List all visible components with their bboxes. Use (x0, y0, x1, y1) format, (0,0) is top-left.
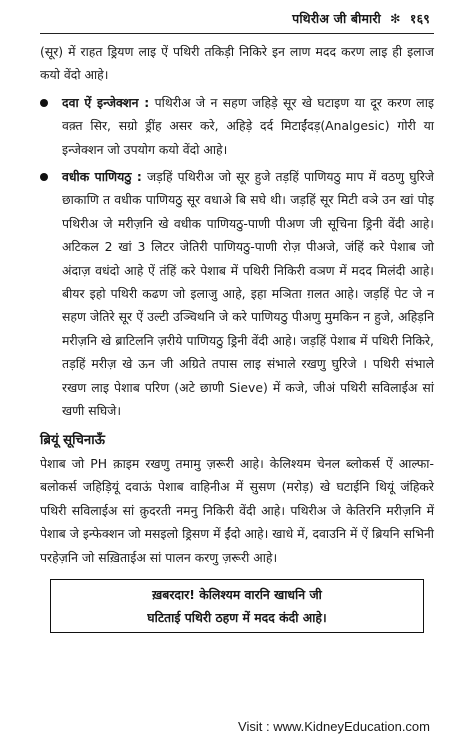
intro-paragraph: (सूर) में राहत ड्रियण लाइ ऐं पथिरी तकिड़ी निकिरे इन लाण मदद करण लाइ ही इलाज कयो वेंदो आहे। (40, 44, 434, 83)
bullet-paragraph (62, 91, 434, 161)
header-rule (40, 33, 434, 34)
bullet-term: दवा ऐं इन्जेक्शन : (62, 94, 150, 110)
warning-box (50, 579, 424, 633)
bullet-term: वधीक पाणियठु : (62, 169, 142, 185)
header-title: पथिरीअ जी बीमारी (292, 11, 381, 26)
footer-website-link[interactable]: Visit : www.KidneyEducation.com (238, 719, 430, 734)
bullet-dot-icon (40, 99, 48, 107)
section-heading: ब्रियूं सूचिनाऊँ (40, 432, 105, 448)
bullet-text: जड़हिं पथिरीअ जो सूर हुजे तड़हिं पाणियठु माप में वठणु घुरिजे छाकाणि त वधीक पाणियठु सूर वधाअे बि सघे थी। जड़हिं सूर मिटी वञे उन खां पोइ पथिरीअ जे मरीज़नि खे वधीक पाणियठु-पाणी पीअण जी सूचिना ड्रिनी वेंदी आहे। अटिकल 2 खां 3 लिटर जेतिरी पाणियठु-पाणी रोज़ पीअजे, जंहिं करे पेशाब जो अंदाज़ वधंदो आहे ऐं तंहिं करे पेशाब में पथिरी निकिरी वञण में मदद मिलंदी आहे। बीयर इहो पथिरी कढण जो इलाजु आहे, इहा मञिता ग़लत आहे। जड़हिं पेट जे न सहण जेतिरे सूर ऐं उल्टी उञ्चिथनि जे करे पाणियठु पीअणु मुमकिन न हुजे, अहिड़नि मरीज़नि खे ब्राटिलनि ज़रीये पाणियठु ड्रिनी वेंदी आहे। जड़हिं पेशाब में पथिरी निकिरे, तड़हिं मरीज़ खे ऊन जी अग्रिते तपास लाइ संभाले रखणु घुरिजे । पथिरी संभाले रखण लाइ पेशाब परिण (अटे छाणी Sieve) में कजे, जीअं पथिरी सविलाईअ सां खणी सघिजे। (62, 169, 434, 419)
warning-line-2: घटिताई पथिरी ठहण में मदद कंदी आहे। (147, 609, 327, 625)
bullet-text: पथिरीअ जे न सहण जहिड़े सूर खे घटाइण या दूर करण लाइ वक़्त सिर, सग्रो ड्रींह असर करे, अहिड़े दर्द मिटाईंदड़(Analgesic) गोरी या इन्जेक्शन जो उपयोग कयो वेंदो आहे। (62, 94, 434, 157)
main-content (40, 40, 434, 633)
running-header (292, 10, 430, 27)
bullet-medicine (40, 91, 434, 161)
header-separator: ✻ (390, 11, 401, 26)
warning-line-1: ख़बरदार! केलिश्यम वारनि खाधनि जी (152, 586, 322, 602)
bullet-dot-icon (40, 173, 48, 181)
bullet-fluids (40, 165, 434, 422)
page-number: १६९ (409, 11, 430, 26)
suggestions-paragraph: पेशाब जो PH क़ाइम रखणु तमामु ज़रूरी आहे। केलिश्यम चेनल ब्लोकर्स ऐं आल्फा-बलोकर्स जहिड़ियूं दवाऊं पेशाब वाहिनीअ में सुसण (मरोड़) खे घटाईनि थियूं जंहिकरे पथिरी सविलाईअ सां क़ुदरती नमनु निकिरी वेंदी आहे। पथिरीअ जे केतिरनि मरीज़नि में पेशाब जे इन्फेक्शन जो मसइलो ड्रिसण में ईंदो आहे। खाधे में, दवाउनि में ऐं ब्रियनि सभिनी परहेज़नि जो सख़िताईअ सां पालन करणु ज़रूरी आहे। (40, 455, 434, 565)
bullet-paragraph (62, 165, 434, 422)
